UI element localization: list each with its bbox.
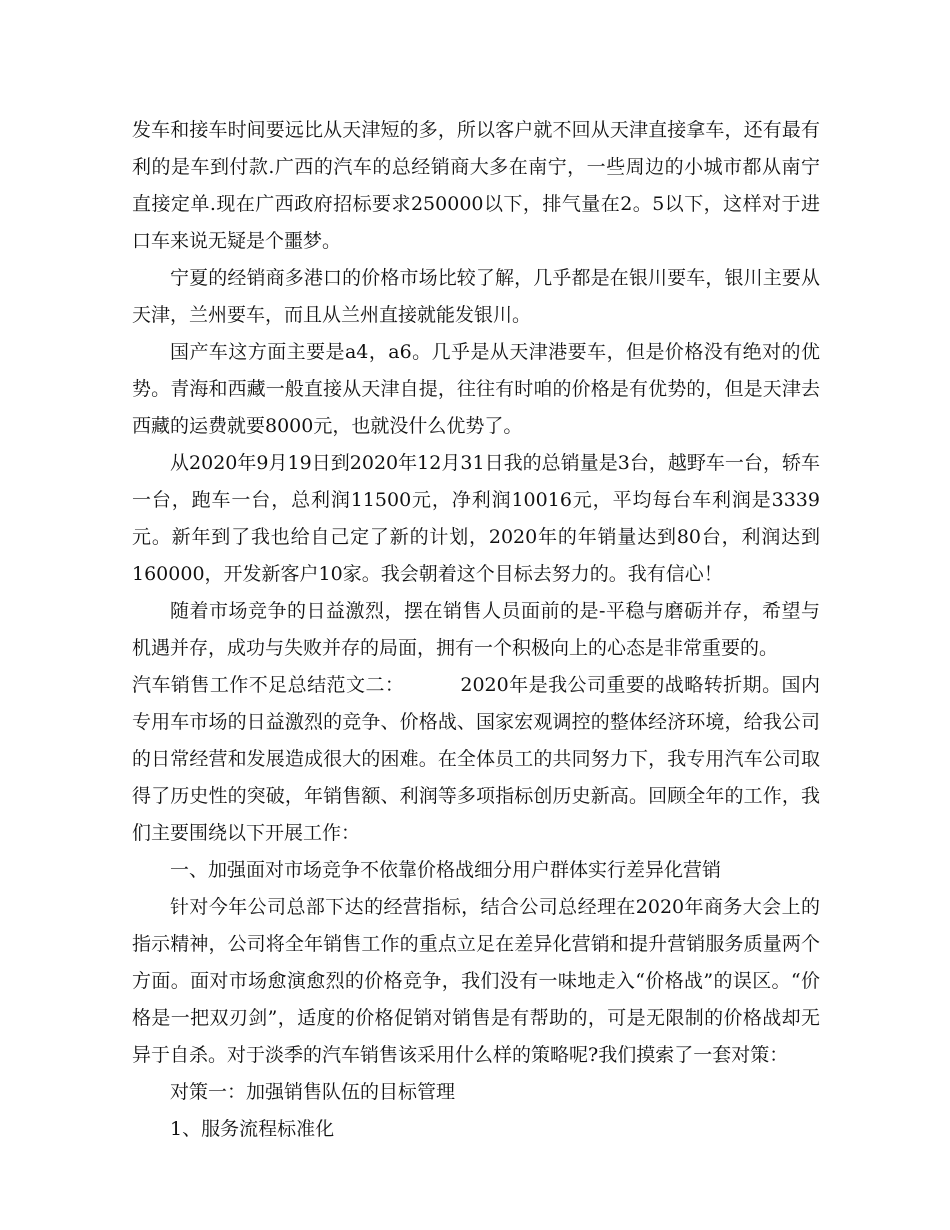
sample-two-intro: 2020年是我公司重要的战略转折期。国内专用车市场的日益激烈的竞争、价格战、国家宏观调控的整体经济环境，给我公司的日常经营和发展造成很大的困难。在全体员工的共同努力下，我专用汽车公司取得了历史性的突破，年销售额、利润等多项指标创历史新高。回顾全年的工作，我们主要围绕以下开展工作： xyxy=(132,674,820,844)
heading-process-standardization: 1、服务流程标准化 xyxy=(170,1118,335,1140)
paragraph-market-competition: 随着市场竞争的日益激烈，摆在销售人员面前的是-平稳与磨砺并存，希望与机遇并存，成功与失败并存的局面，拥有一个积极向上的心态是非常重要的。 xyxy=(132,600,820,659)
paragraph-business-targets: 针对今年公司总部下达的经营指标，结合公司总经理在2020年商务大会上的指示精神，公司将全年销售工作的重点立足在差异化营销和提升营销服务质量两个方面。面对市场愈演愈烈的价格竞争，我们没有一味地走入“价格战”的误区。“价格是一把双刃剑”，适度的价格促销对销售是有帮助的，可是无限制的价格战却无异于自杀。对于淡季的汽车销售该采用什么样的策略呢?我们摸索了一套对策： xyxy=(132,896,820,1066)
paragraph-import-cars: 发车和接车时间要远比从天津短的多，所以客户就不回从天津直接拿车，还有最有利的是车到付款.广西的汽车的总经销商大多在南宁，一些周边的小城市都从南宁直接定单.现在广西政府招标要求250000以下，排气量在2。5以下，这样对于进口车来说无疑是个噩梦。 xyxy=(132,119,820,252)
paragraph-ningxia: 宁夏的经销商多港口的价格市场比较了解，几乎都是在银川要车，银川主要从天津，兰州要车，而且从兰州直接就能发银川。 xyxy=(132,267,820,326)
section-heading-sample-two: 汽车销售工作不足总结范文二： xyxy=(132,674,405,696)
document-body xyxy=(132,112,820,1148)
paragraph-domestic-cars: 国产车这方面主要是a4，a6。几乎是从天津港要车，但是价格没有绝对的优势。青海和西藏一般直接从天津自提，往往有时咱的价格是有优势的，但是天津去西藏的运费就要8000元，也就没什么优势了。 xyxy=(132,341,820,437)
paragraph-sample-two xyxy=(132,667,820,852)
heading-differentiated-marketing: 一、加强面对市场竞争不依靠价格战细分用户群体实行差异化营销 xyxy=(170,859,722,881)
paragraph-sales-figures: 从2020年9月19日到2020年12月31日我的总销量是3台，越野车一台，轿车一台，跑车一台，总利润11500元，净利润10016元，平均每台车利润是3339元。新年到了我也给自己定了新的计划，2020年的年销量达到80台，利润达到160000，开发新客户10家。我会朝着这个目标去努力的。我有信心！ xyxy=(132,452,820,585)
heading-strategy-one: 对策一：加强销售队伍的目标管理 xyxy=(170,1081,456,1103)
